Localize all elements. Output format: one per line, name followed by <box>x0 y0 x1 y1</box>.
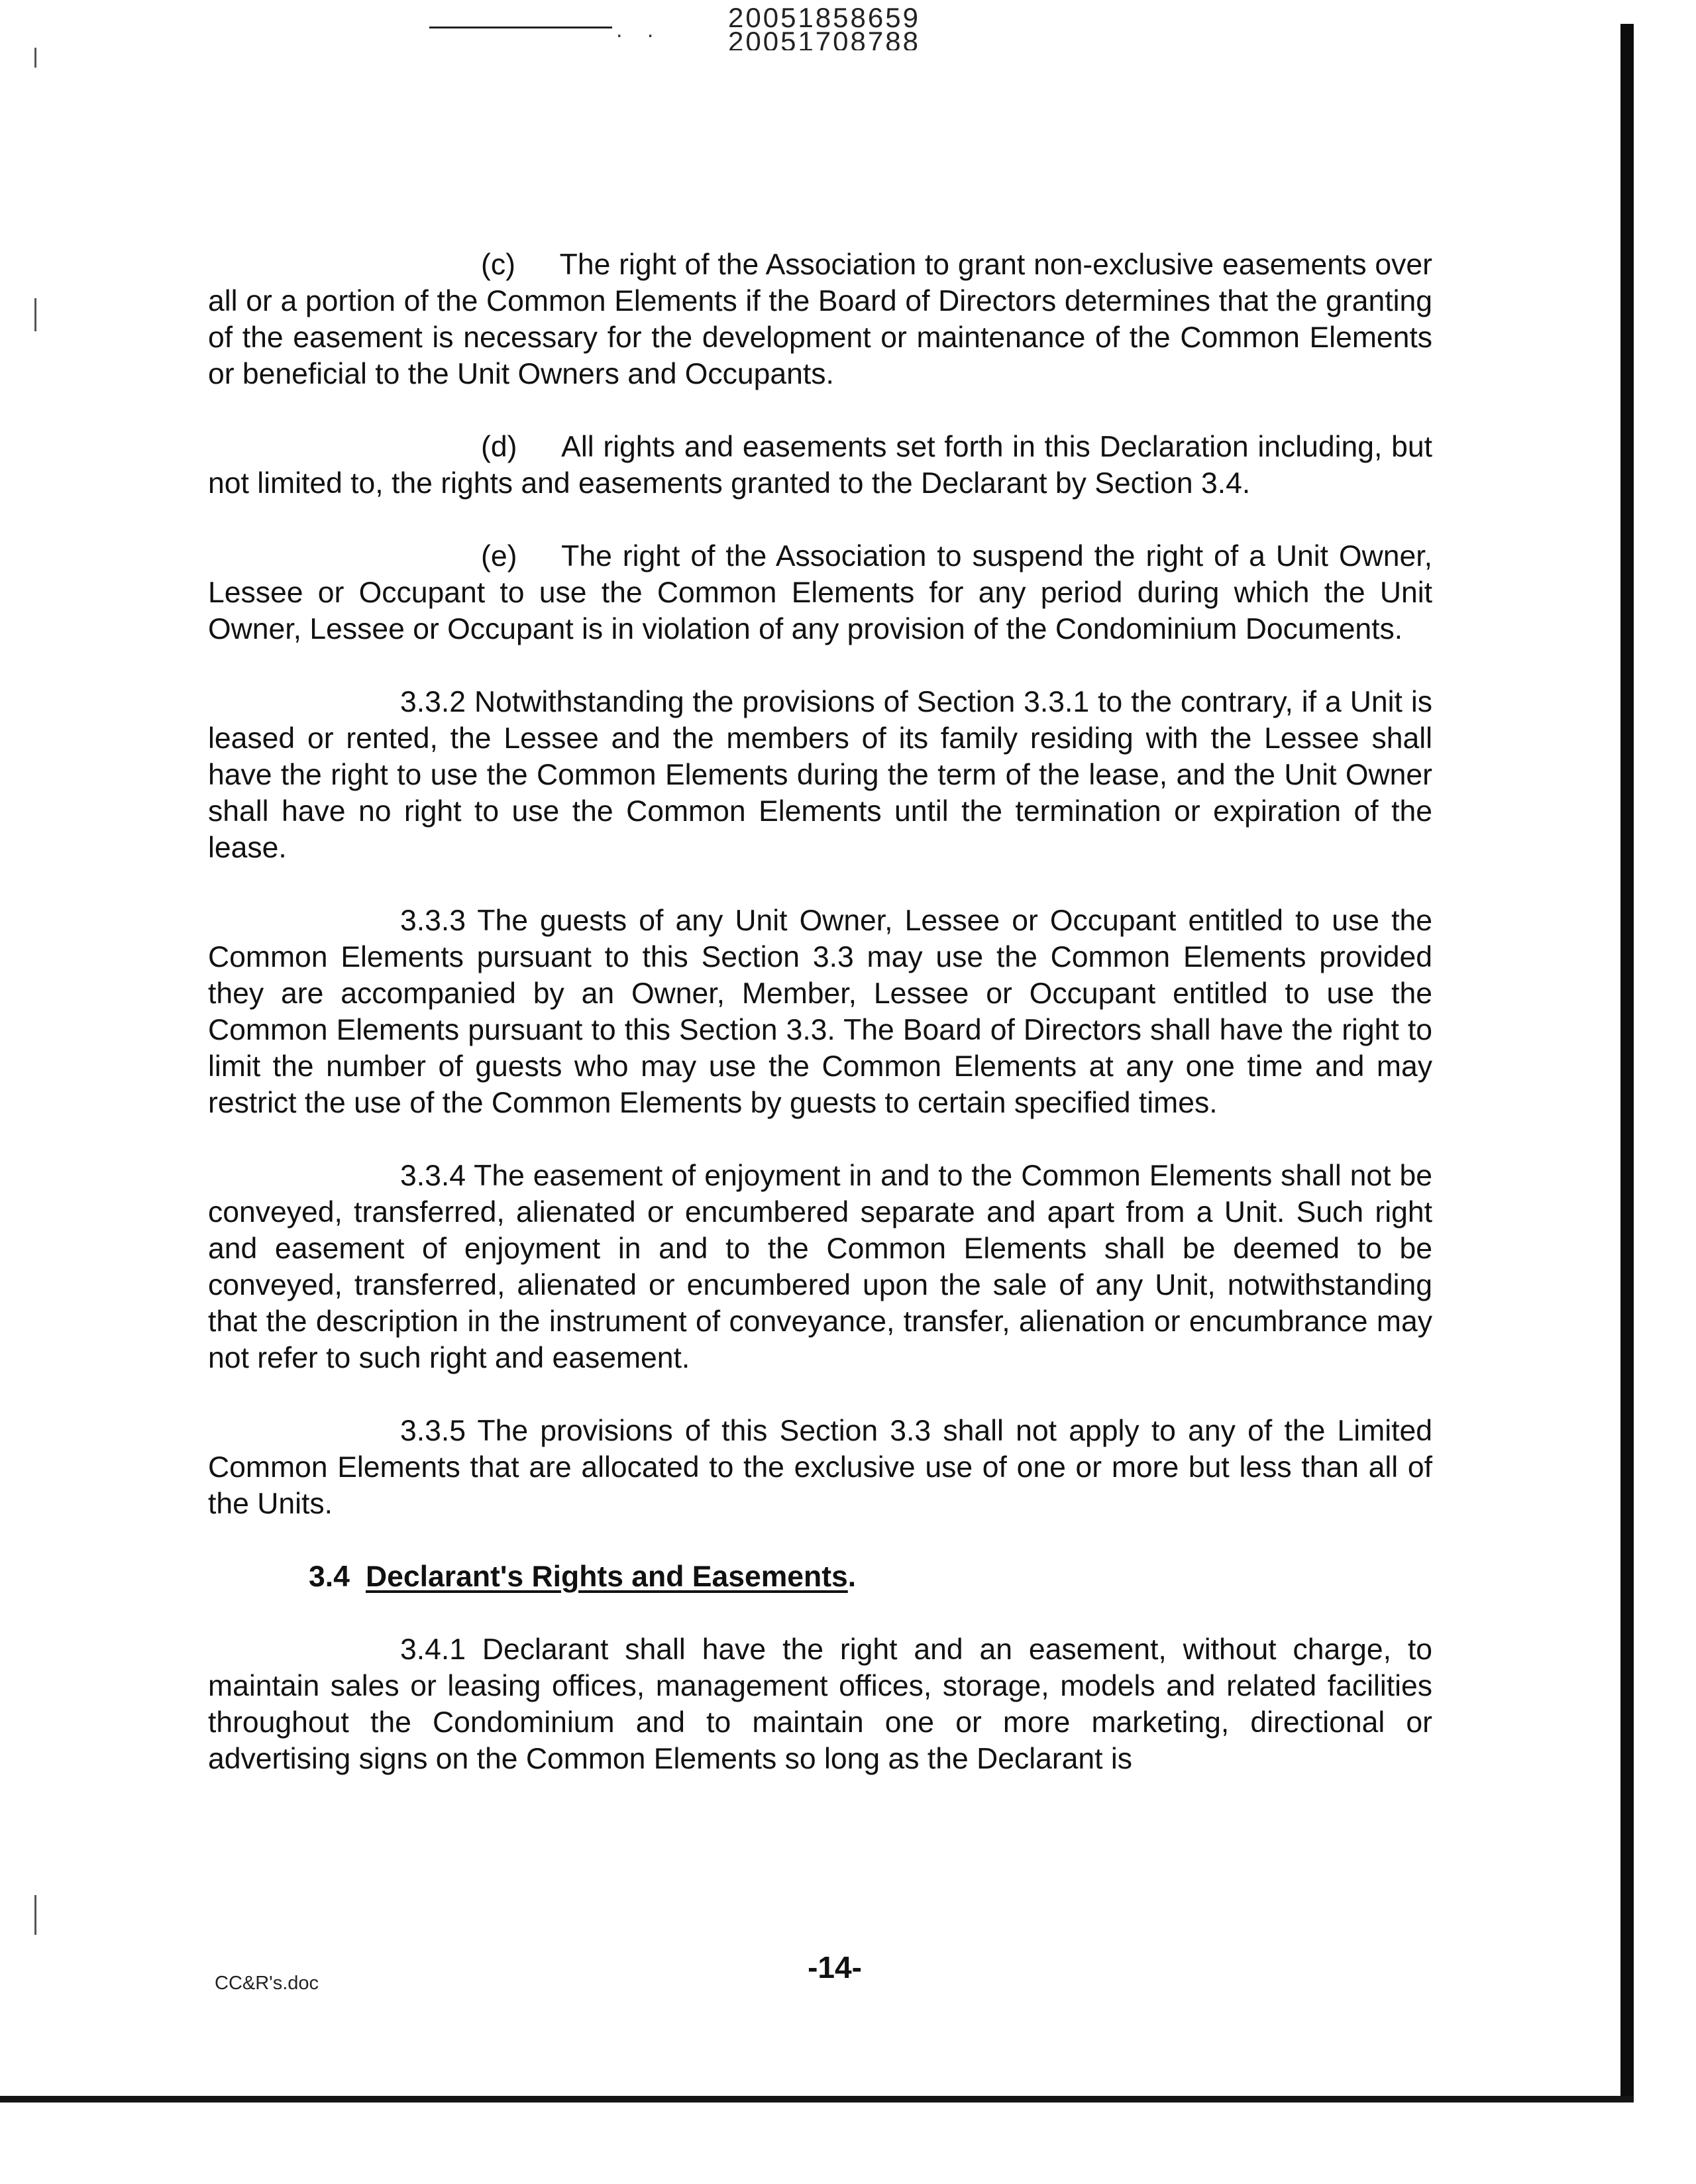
header-rule <box>429 27 612 28</box>
paragraph-3-3-4: 3.3.4 The easement of enjoyment in and to the Common Elements shall not be conveyed, transferred, alienated or encumbered separate and apart from a Unit. Such right and easement of enjoyment in and to the Common Elements shall be deemed to be conveyed, transferred, alienated or encumbered upon the sale of any Unit, notwithstanding that the description in the instrument of conveyance, transfer, alienation or encumbrance may not refer to such right and easement. <box>208 1160 1432 1374</box>
paragraph-3-3-5: 3.3.5 The provisions of this Section 3.3 shall not apply to any of the Limited Common Elements that are allocated to the exclusive use of one or more but less than all of the Units. <box>208 1415 1432 1520</box>
footer-page-number: -14- <box>808 1950 862 1985</box>
section-number: 3.4 <box>309 1560 350 1593</box>
section-title: Declarant's Rights and Easements <box>366 1560 848 1593</box>
scan-artifact-mark <box>34 48 36 68</box>
paragraph-3-3-3: 3.3.3 The guests of any Unit Owner, Lessee or Occupant entitled to use the Common Elements pursuant to this Section 3.3 may use the Common Elements provided they are accompanied by an Owner, Member, Lessee or Occupant entitled to use the Common Elements pursuant to this Section 3.3. The Board of Directors shall have the right to limit the number of guests who may use the Common Elements at any one time and may restrict the use of the Common Elements by guests to certain specified times. <box>208 904 1432 1119</box>
section-title-period: . <box>847 1560 857 1593</box>
recording-number-primary: 20051858659 <box>728 2 920 33</box>
paragraph-d: (d) All rights and easements set forth in this Declaration including, but not limited to, the rights and easements granted to the Declarant by Section 3.4. <box>208 431 1432 500</box>
paragraph-e: (e) The right of the Association to suspend the right of a Unit Owner, Lessee or Occupant to use the Common Elements for any period during which the Unit Owner, Lessee or Occupant is in violation of any provision of the Condominium Documents. <box>208 540 1432 645</box>
section-heading-3-4 <box>208 1558 1432 1595</box>
scan-border-right <box>1620 24 1634 2102</box>
document-body <box>208 246 1432 1777</box>
footer-file-name: CC&R's.doc <box>215 1973 319 1994</box>
paragraph-c: (c) The right of the Association to grant non-exclusive easements over all or a portion of the Common Elements if the Board of Directors determines that the granting of the easement is necessary for the development or maintenance of the Common Elements or beneficial to the Unit Owners and Occupants. <box>208 248 1432 390</box>
paragraph-3-4-1: 3.4.1 Declarant shall have the right and an easement, without charge, to maintain sales or leasing offices, management offices, storage, models and related facilities throughout the Condominium and to maintain one or more marketing, directional or advertising signs on the Common Elements so long as the Declarant is <box>208 1633 1432 1775</box>
scan-artifact-mark <box>34 298 36 331</box>
recording-number-secondary: 20051708788 <box>728 28 920 50</box>
scan-border-bottom <box>0 2096 1634 2102</box>
header-leader-dots: . . <box>616 17 663 42</box>
scan-artifact-mark <box>34 1895 36 1935</box>
paragraph-3-3-2: 3.3.2 Notwithstanding the provisions of Section 3.3.1 to the contrary, if a Unit is leased or rented, the Lessee and the members of its family residing with the Lessee shall have the right to use the Common Elements during the term of the lease, and the Unit Owner shall have no right to use the Common Elements until the termination or expiration of the lease. <box>208 686 1432 864</box>
